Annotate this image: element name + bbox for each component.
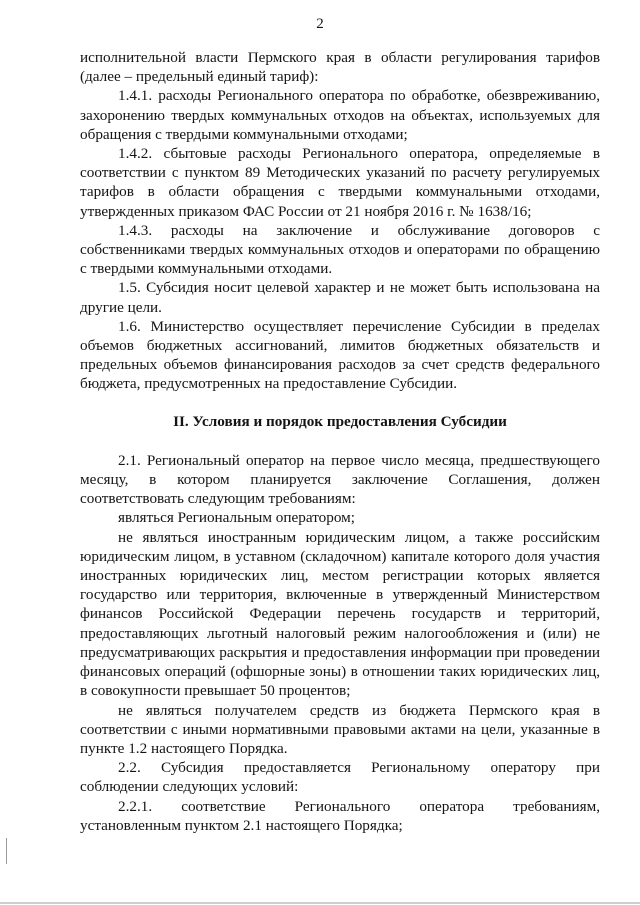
paragraph-1-4-3: 1.4.3. расходы на заключение и обслуживание договоров с собственниками твердых коммунальных отходов и операторами по обращению с твердыми коммунальными отходами. (80, 221, 600, 278)
page-number: 2 (316, 16, 324, 32)
paragraph-1-6: 1.6. Министерство осуществляет перечисление Субсидии в пределах объемов бюджетных ассигнований, лимитов бюджетных обязательств и предельных объемов финансирования расходов за счет средств федерального бюджета, предусмотренных на предоставление Субсидии. (80, 317, 600, 393)
paragraph-1-4-2: 1.4.2. сбытовые расходы Регионального оператора, определяемые в соответствии с пунктом 89 Методических указаний по расчету регулируемых тарифов в области обращения с твердыми коммунальными отходами, утвержденных приказом ФАС России от 21 ноября 2016 г. № 1638/16; (80, 145, 600, 220)
paragraph-1-5: 1.5. Субсидия носит целевой характер и не может быть использована на другие цели. (80, 279, 600, 316)
paragraph-1-4-1: 1.4.1. расходы Регионального оператора по обработке, обезвреживанию, захоронению твердых коммунальных отходов на объектах, используемых для обращения с твердыми коммунальными отходами; (80, 87, 600, 143)
requirement-not-budget-recipient: не являться получателем средств из бюджета Пермского края в соответствии с иными нормативными правовыми актами на цели, указанные в пункте 1.2 настоящего Порядка. (80, 701, 600, 757)
requirement-not-foreign-entity: не являться иностранным юридическим лицом, а также российским юридическим лицом, в уставном (складочном) капитале которого доля участия иностранных юридических лиц, местом регистрации которых является государство или территория, включенные в утвержденный Министерством финансов Российской Федерации перечень государств и территорий, предоставляющих льготный налоговый режим налогообложения и (или) не предусматривающих раскрытия и предоставления информации при проведении финансовых операций (офшорные зоны) в отношении таких юридических лиц, в совокупности превышает 50 процентов; (80, 528, 600, 700)
requirement-regional-operator: являться Региональным оператором; (118, 509, 355, 527)
page-bottom-edge (0, 902, 640, 904)
scan-margin-mark (6, 838, 7, 864)
paragraph-2-2: 2.2. Субсидия предоставляется Региональному оператору при соблюдении следующих условий: (80, 759, 600, 796)
paragraph-2-2-1: 2.2.1. соответствие Регионального оператора требованиям, установленным пунктом 2.1 настоящего Порядка; (80, 797, 600, 834)
paragraph-tariff-continuation: исполнительной власти Пермского края в области регулирования тарифов (далее – предельный единый тариф): (80, 49, 600, 86)
document-body (80, 48, 600, 835)
paragraph-2-1: 2.1. Региональный оператор на первое число месяца, предшествующего месяцу, в котором планируется заключение Соглашения, должен соответствовать следующим требованиям: (80, 451, 600, 508)
section-heading: II. Условия и порядок предоставления Субсидии (173, 412, 507, 430)
